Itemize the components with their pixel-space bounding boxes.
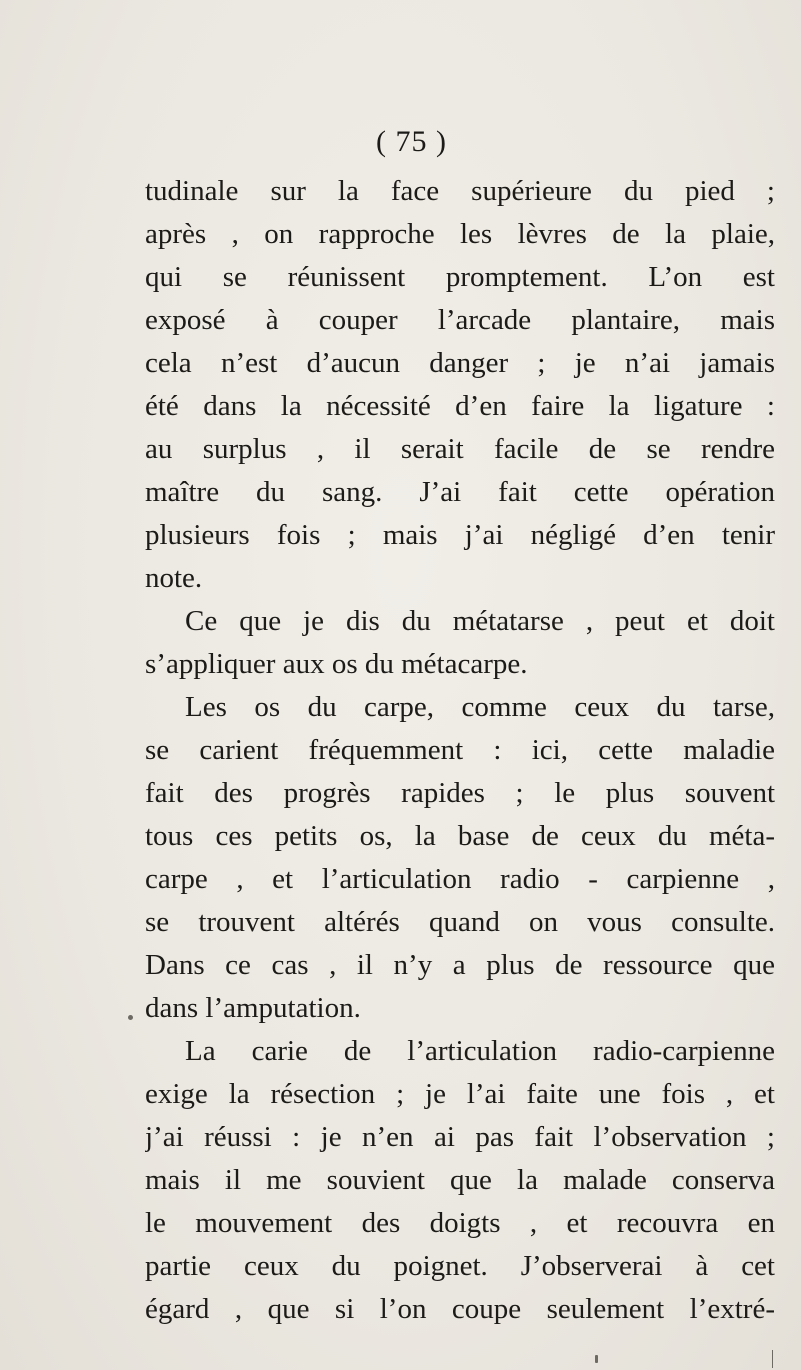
text-line: au surplus , il serait facile de se rendre (145, 433, 775, 465)
paper-speck (772, 1350, 773, 1368)
text-line: été dans la nécessité d’en faire la ligature : (145, 390, 775, 422)
paper-speck (128, 1015, 133, 1020)
text-line: exige la résection ; je l’ai faite une fois , et (145, 1078, 775, 1110)
text-line: se carient fréquemment : ici, cette maladie (145, 734, 775, 766)
body-text (145, 170, 775, 1331)
text-line: se trouvent altérés quand on vous consulte. (145, 906, 775, 938)
text-line: La carie de l’articulation radio-carpienne (185, 1035, 775, 1067)
text-line: plusieurs fois ; mais j’ai négligé d’en tenir (145, 519, 775, 551)
text-line: carpe , et l’articulation radio - carpienne , (145, 863, 775, 895)
text-line: maître du sang. J’ai fait cette opération (145, 476, 775, 508)
text-line: Les os du carpe, comme ceux du tarse, (185, 691, 775, 723)
text-line: mais il me souvient que la malade conserva (145, 1164, 775, 1196)
text-line: partie ceux du poignet. J’observerai à cet (145, 1250, 775, 1282)
text-line: cela n’est d’aucun danger ; je n’ai jamais (145, 347, 775, 379)
text-line: tous ces petits os, la base de ceux du méta- (145, 820, 775, 852)
text-line: s’appliquer aux os du métacarpe. (145, 648, 528, 680)
text-line: dans l’amputation. (145, 992, 361, 1024)
text-line: tudinale sur la face supérieure du pied ; (145, 175, 775, 207)
text-line: exposé à couper l’arcade plantaire, mais (145, 304, 775, 336)
text-line: qui se réunissent promptement. L’on est (145, 261, 775, 293)
text-line: fait des progrès rapides ; le plus souvent (145, 777, 775, 809)
text-line: le mouvement des doigts , et recouvra en (145, 1207, 775, 1239)
text-line: note. (145, 562, 203, 594)
page-number: ( 75 ) (376, 125, 447, 158)
text-line: Ce que je dis du métatarse , peut et doit (185, 605, 775, 637)
text-line: égard , que si l’on coupe seulement l’extré- (145, 1293, 775, 1325)
text-line: j’ai réussi : je n’en ai pas fait l’observation ; (145, 1121, 775, 1153)
paper-speck (595, 1355, 598, 1363)
text-line: Dans ce cas , il n’y a plus de ressource que (145, 949, 775, 981)
text-line: après , on rapproche les lèvres de la plaie, (145, 218, 775, 250)
